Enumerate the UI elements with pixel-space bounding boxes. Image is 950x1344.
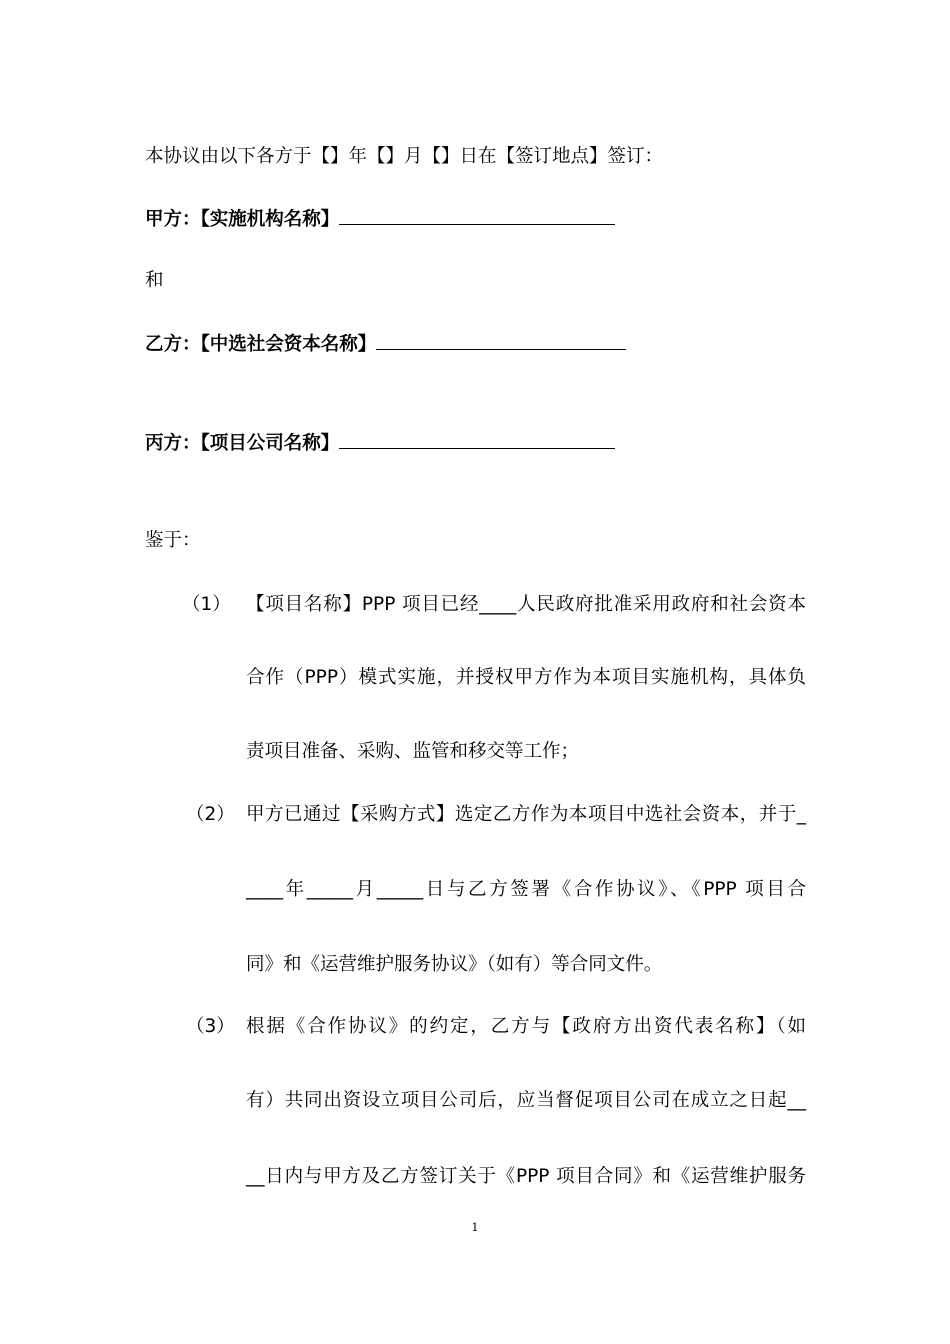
party-c-label: 丙方：【项目公司名称】 xyxy=(145,433,340,454)
item-line: 有）共同出资设立项目公司后，应当督促项目公司在成立之日起__ xyxy=(246,1090,806,1111)
party-b-line xyxy=(145,331,626,357)
and-text: 和 xyxy=(145,270,164,291)
party-c-blank xyxy=(339,430,615,449)
intro-text: 本协议由以下各方于【】年【】月【】日在【签订地点】签订： xyxy=(145,146,664,167)
party-a-label: 甲方：【实施机构名称】 xyxy=(145,209,340,230)
item-line: 甲方已通过【采购方式】选定乙方作为本项目中选社会资本，并于_ xyxy=(246,804,806,825)
party-c-line xyxy=(145,430,615,456)
item-number: （2） xyxy=(186,804,235,825)
item-line: __日内与甲方及乙方签订关于《PPP 项目合同》和《运营维护服务 xyxy=(246,1166,806,1187)
party-b-label: 乙方：【中选社会资本名称】 xyxy=(145,334,377,355)
item-line: ____年_____月_____日与乙方签署《合作协议》、《PPP 项目合 xyxy=(246,879,806,900)
party-b-blank xyxy=(376,331,626,350)
item-line: 【项目名称】PPP 项目已经____人民政府批准采用政府和社会资本 xyxy=(246,594,806,615)
item-line: 合作（PPP）模式实施，并授权甲方作为本项目实施机构，具体负 xyxy=(246,667,806,688)
party-a-line xyxy=(145,206,615,232)
item-line: 责项目准备、采购、监管和移交等工作； xyxy=(246,741,580,762)
item-number: （1） xyxy=(182,594,231,615)
party-a-blank xyxy=(339,206,615,225)
item-line: 同》和《运营维护服务协议》（如有）等合同文件。 xyxy=(246,954,663,975)
item-line: 根据《合作协议》的约定，乙方与【政府方出资代表名称】（如 xyxy=(246,1016,806,1037)
page-number: 1 xyxy=(471,1221,479,1234)
item-number: （3） xyxy=(186,1016,235,1037)
whereas-heading: 鉴于： xyxy=(145,530,201,551)
